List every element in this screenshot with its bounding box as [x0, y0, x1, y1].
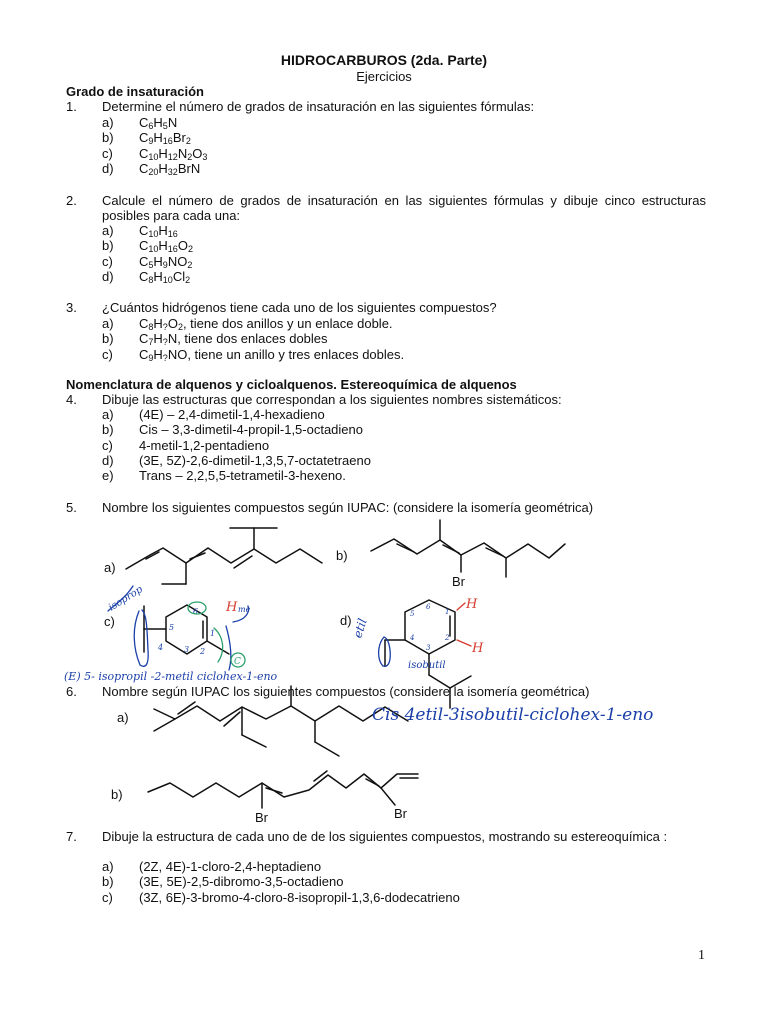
chemical-formula: $C_9H_?NO$, tiene un anillo y tres enlaces dobles.: [139, 346, 405, 363]
q5b-label: b): [336, 548, 348, 563]
q6-number: 6.: [66, 684, 77, 699]
q7-number: 7.: [66, 829, 77, 844]
q3-text: ¿Cuántos hidrógenos tiene cada uno de los siguientes compuestos?: [102, 300, 497, 315]
item-letter: c): [102, 145, 113, 161]
compound-name: (3Z, 6E)-3-bromo-4-cloro-8-isopropil-1,3,6-dodecatrieno: [139, 889, 460, 905]
hw-num-d-1: 1: [445, 608, 450, 616]
chemical-formula: $C_{20}H_{32}BrN$: [139, 160, 201, 177]
item-letter: b): [102, 422, 114, 438]
hw-num-d-5: 5: [410, 610, 415, 618]
compound-name: Trans – 2,2,5,5-tetrametil-3-hexeno.: [139, 468, 346, 484]
q7-text: Dibuje la estructura de cada uno de de los siguientes compuestos, mostrando su estereoquímica :: [102, 829, 668, 844]
q4-text: Dibuje las estructuras que correspondan a los siguientes nombres sistemáticos:: [102, 392, 562, 407]
hw-answer-5d: Cis 4etil-3isobutil-ciclohex-1-eno: [372, 705, 654, 725]
hw-circled-c: C: [234, 657, 241, 667]
q5b-bromine-label: Br: [452, 574, 465, 589]
chemical-formula: $C_9H_{16}Br_2$: [139, 130, 191, 147]
item-letter: b): [102, 331, 114, 347]
chemical-formula: $C_{10}H_{16}O_2$: [139, 238, 193, 255]
hw-num-d-3: 3: [426, 644, 431, 652]
item-letter: d): [102, 160, 114, 176]
hw-num-c-6: 6: [193, 607, 199, 616]
page-number: 1: [698, 948, 705, 963]
q6a-label: a): [117, 710, 129, 725]
structure-6a: [154, 686, 408, 756]
item-letter: b): [102, 130, 114, 146]
q6b-bromine-right: Br: [394, 806, 407, 821]
chemical-formula: $C_{10}H_{12}N_2O_3$: [139, 145, 208, 162]
structure-5d: [385, 600, 471, 708]
q1-number: 1.: [66, 99, 77, 114]
item-letter: c): [102, 437, 113, 453]
hw-isobutil-note: isobutil: [408, 660, 446, 671]
item-letter: a): [102, 316, 114, 331]
hw-num-c-3: 3: [184, 645, 190, 654]
q4-number: 4.: [66, 392, 77, 407]
section-heading-insaturacion: Grado de insaturación: [66, 84, 204, 99]
item-letter: a): [102, 859, 114, 874]
chemical-formula: $C_8H_?O_2$, tiene dos anillos y un enlace doble.: [139, 316, 393, 332]
hw-num-c-1: 1: [210, 629, 216, 638]
item-letter: c): [102, 346, 113, 362]
q5c-label: c): [104, 614, 115, 629]
item-letter: b): [102, 874, 114, 890]
item-letter: c): [102, 253, 113, 269]
page-subtitle: Ejercicios: [356, 69, 412, 84]
hw-num-d-4: 4: [410, 634, 415, 642]
compound-name: (3E, 5E)-2,5-dibromo-3,5-octadieno: [139, 874, 344, 890]
page-title: HIDROCARBUROS (2da. Parte): [280, 52, 488, 68]
structure-5b: [371, 520, 565, 577]
q3-number: 3.: [66, 300, 77, 315]
item-letter: d): [102, 268, 114, 284]
hw-h-5c: H: [226, 600, 238, 615]
chemical-formula: $C_{10}H_{16}$: [139, 223, 178, 239]
hw-num-d-6: 6: [426, 603, 431, 611]
hw-h-5d-bottom: H: [472, 641, 484, 656]
chemical-formula: $C_8H_{10}Cl_2$: [139, 268, 191, 285]
section-heading-nomenclatura: Nomenclatura de alquenos y cicloalquenos. Estereoquímica de alquenos: [66, 377, 517, 392]
q5a-label: a): [104, 560, 116, 575]
hw-num-c-5: 5: [169, 623, 175, 632]
hw-num-c-4: 4: [158, 643, 164, 652]
compound-name: (2Z, 4E)-1-cloro-2,4-heptadieno: [139, 859, 322, 874]
hw-me-note: me: [238, 605, 251, 614]
chemical-formula: $C_6H_5N$: [139, 115, 178, 131]
item-letter: c): [102, 889, 113, 905]
item-letter: a): [102, 223, 114, 238]
chemical-formula: $C_5H_9NO_2$: [139, 253, 193, 270]
item-letter: b): [102, 238, 114, 254]
q2-number: 2.: [66, 193, 77, 208]
compound-name: (4E) – 2,4-dimetil-1,4-hexadieno: [139, 407, 325, 422]
hw-isoprop-note: isoprop: [106, 584, 145, 614]
item-letter: a): [102, 115, 114, 130]
compound-name: 4-metil-1,2-pentadieno: [139, 437, 270, 453]
hw-h-5d-top: H: [466, 597, 478, 612]
hw-num-d-2: 2: [445, 634, 450, 642]
item-letter: a): [102, 407, 114, 422]
structure-5a: [126, 528, 322, 584]
q6-text: Nombre según IUPAC los siguientes compuestos (considere la isomería geométrica): [102, 684, 590, 699]
q6b-label: b): [111, 787, 123, 802]
q5-text: Nombre los siguientes compuestos según IUPAC: (considere la isomería geométrica): [102, 500, 594, 515]
compound-name: (3E, 5Z)-2,6-dimetil-1,3,5,7-octatetraeno: [139, 452, 371, 468]
structure-6b: [148, 771, 418, 808]
item-letter: e): [102, 468, 114, 484]
hw-etil-note: etil: [350, 616, 370, 640]
q6b-bromine-left: Br: [255, 810, 268, 825]
q2-text: Calcule el número de grados de insaturación en las siguientes fórmulas y dibuje cinco estructuras posibles para cada una:: [102, 193, 706, 223]
hw-num-c-2: 2: [200, 647, 206, 656]
q5d-label: d): [340, 613, 352, 628]
hw-answer-5c: (E) 5- isopropil -2-metil ciclohex-1-eno: [64, 670, 278, 683]
handwriting-blue: [64, 584, 653, 725]
item-letter: d): [102, 452, 114, 468]
chemical-formula: $C_7H_?N$, tiene dos enlaces dobles: [139, 331, 328, 348]
compound-name: Cis – 3,3-dimetil-4-propil-1,5-octadieno: [139, 422, 363, 438]
q1-text: Determine el número de grados de insaturación en las siguientes fórmulas:: [102, 99, 535, 114]
q5-number: 5.: [66, 500, 77, 515]
